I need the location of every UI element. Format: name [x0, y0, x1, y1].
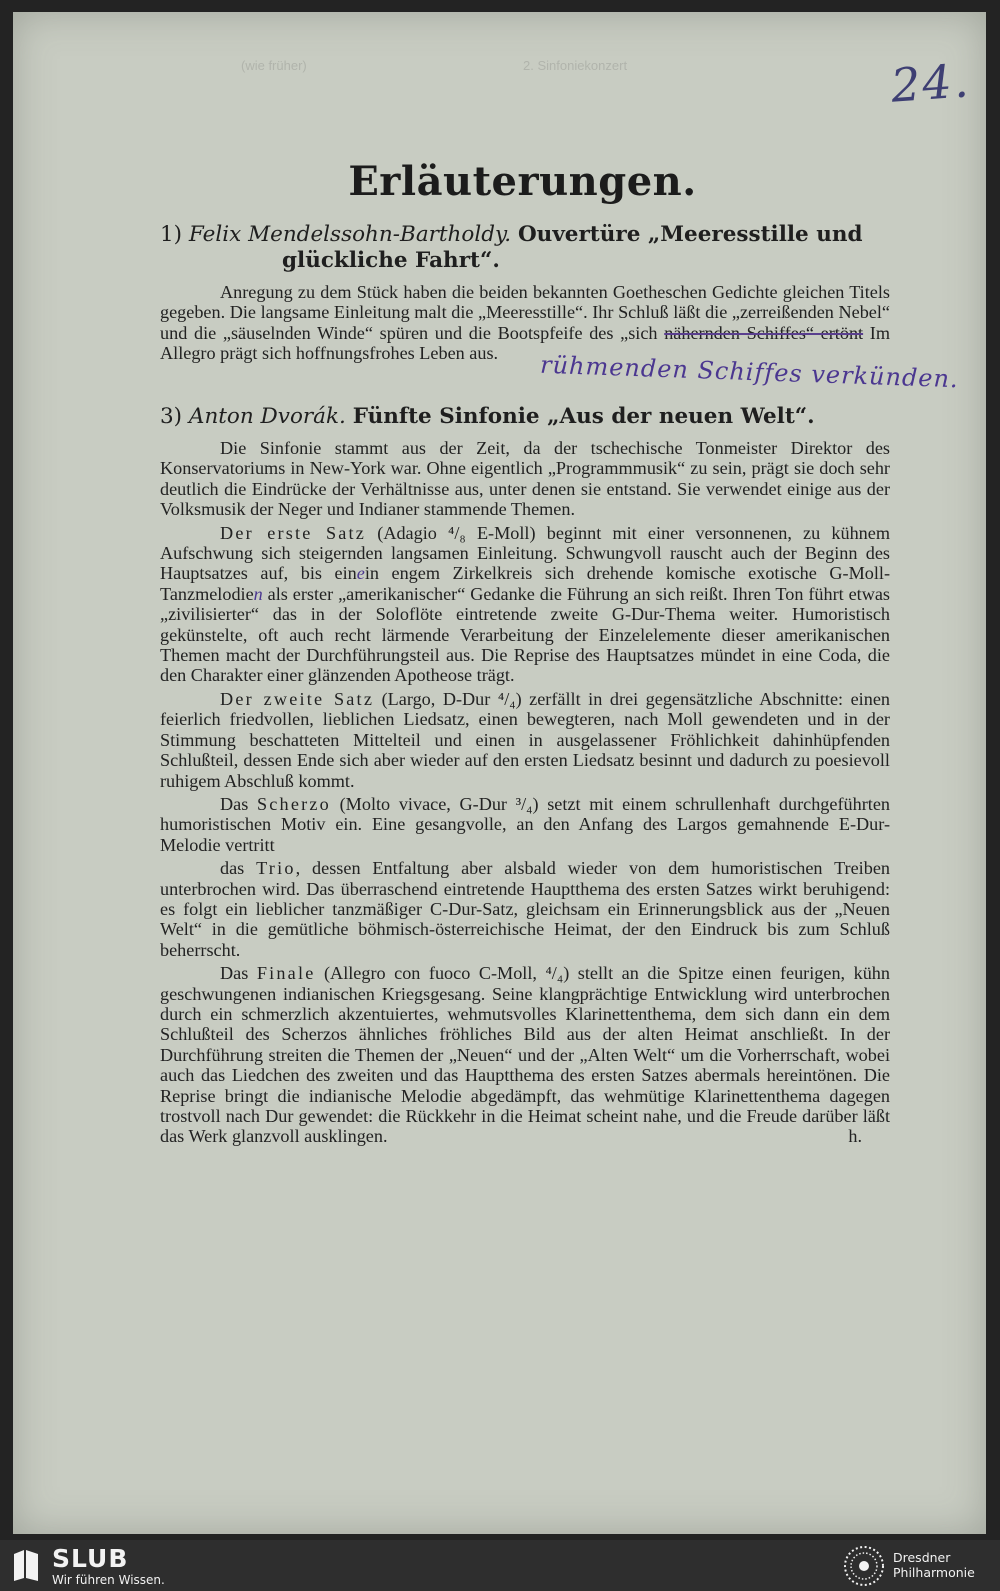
footer-bar	[0, 1540, 1000, 1591]
movement-label: Finale	[256, 963, 316, 984]
faint-show-through-text: 2. Sinfoniekonzert	[523, 58, 628, 73]
movement-label: Scherzo	[256, 793, 331, 814]
section-dvorak	[160, 404, 890, 1150]
text-run: , dessen Entfaltung aber alsbald wieder von dem humoristischen Treiben unterbrochen wird. Das überraschend eintretende Hauptthema des ersten Satzes wirkt beruhigend: es folgt ein lieblicher tanzmäßiger C-Dur-Satz, gleichsam ein Erinnerungsblick aus der „Neuen Welt“ in die gemütliche böhmisch-österreichische Heimat, der den Eindruck bis zum Schluß beherrscht.	[160, 858, 890, 960]
logo-line: Philharmonie	[893, 1565, 975, 1580]
faint-show-through-text: (wie früher)	[241, 58, 307, 73]
paragraph	[160, 282, 890, 364]
text-run: (Molto vivace, G-Dur ³/₄) setzt mit einem schrullenhaft durchgeführten humoristischen Motiv ein. Eine gesangvolle, an den Anfang des Largos gemahnende E-Dur-Melodie vertritt	[160, 793, 890, 855]
logo-line: Dresdner	[893, 1550, 951, 1565]
paragraph	[160, 858, 890, 960]
movement-label: Der erste Satz	[220, 522, 367, 543]
philharmonie-logo-text[interactable]	[893, 1550, 993, 1580]
movement-label: Trio	[256, 858, 296, 879]
paragraph	[160, 794, 890, 855]
text-run: als erster „amerikanischer“ Gedanke die Führung an sich reißt. Ihren Ton führt etwas „zivilisierter“ das in der Soloflöte eintretende zweite G-Dur-Thema weiter. Humoristisch gekünstelte, oft auch recht lärmende Verarbeitung der Einzelelemente dieser amerikanischen Themen macht der Durchführungsteil aus. Die Reprise des Hauptsatzes mündet in eine Coda, die den Charakter einer glänzenden Apotheose trägt.	[160, 583, 890, 686]
handwritten-page-number: 24.	[889, 53, 972, 113]
section-number: 1)	[160, 222, 183, 247]
text-run: Anregung zu dem Stück haben die beiden bekannten Goetheschen Gedichte gleichen Titels gegeben. Die langsame Einleitung malt die „Meeresstille“. Ihr Schluß läßt die „zerreißenden Nebel“ und die „säuselnden Winde“ spüren und die Bootspfeife des „sich	[160, 282, 890, 343]
section-number: 3)	[160, 404, 183, 429]
slub-tagline: Wir führen Wissen.	[52, 1573, 165, 1587]
text-run: das	[220, 858, 257, 879]
work-title: Ouvertüre „Meeresstille und	[517, 222, 863, 247]
text-run: (Largo, D-Dur ⁴/₄) zerfällt in drei gegensätzliche Abschnitte: einen feierlich friedvollen, lieblichen Liedsatz, einen bewegteren, nach Moll gewendeten und in der Stimmung beschatteten Mittelteil und einen in ausgelassener Fröhlichkeit dahinhüpfenden Schlußteil, dessen Ende sich aber wieder auf den ersten Liedsatz besinnt und dadurch zu poesievoll ruhigem Abschluß kommt.	[160, 688, 890, 791]
paragraph: Die Sinfonie stammt aus der Zeit, da der tschechische Tonmeister Direktor des Konservatoriums in New-York war. Ohne eigentlich „Programmmusik“ zu sein, prägt sie doch sehr deutlich die Eindrücke der Verhältnisse aus, unter denen sie entstand. Sie verwendet einige aus der Volksmusik der Neger und Indianer stammende Themen.	[160, 438, 890, 520]
author-initial: h.	[848, 1126, 862, 1147]
section-heading	[160, 404, 890, 430]
slub-logo-text[interactable]: SLUB	[52, 1544, 129, 1573]
paragraph	[160, 963, 890, 1147]
text-run: in engem Zirkelkreis sich drehende komische exotische G-Moll-Tanzmelodie	[160, 563, 890, 604]
paragraph	[160, 689, 890, 791]
section-heading	[160, 222, 890, 274]
handwritten-mark: e	[356, 563, 365, 584]
composer-name: Felix Mendelssohn-Bartholdy.	[188, 222, 512, 247]
text-run: Im Allegro prägt sich hoffnungsfrohes Leben aus.	[160, 322, 890, 364]
text-run: (Adagio ⁴/₈ E-Moll) beginnt mit einer versonnenen, zu kühnem Aufschwung sich steigernden langsamen Einleitung. Schwungvoll rauscht auch der Beginn des Hauptsatzes auf, bis ein	[160, 522, 890, 584]
page-title: Erläuterungen.	[348, 158, 697, 205]
handwritten-correction: rühmenden Schiffes verkünden.	[539, 350, 960, 394]
handwritten-mark: n	[253, 583, 263, 604]
composer-name: Anton Dvorák.	[188, 404, 346, 429]
philharmonie-logo-icon	[842, 1544, 886, 1588]
work-title-continued: glückliche Fahrt“.	[282, 248, 500, 273]
text-run: Das	[220, 963, 257, 984]
struck-through-text: nähernden Schiffes“ ertönt	[664, 322, 864, 343]
movement-label: Der zweite Satz	[220, 688, 375, 709]
text-run: Das	[220, 793, 257, 814]
work-title: Fünfte Sinfonie „Aus der neuen Welt“.	[352, 404, 815, 429]
book-icon	[12, 1548, 40, 1582]
paragraph	[160, 523, 890, 686]
section-mendelssohn	[160, 222, 890, 367]
text-run: (Allegro con fuoco C-Moll, ⁴/₄) stellt an die Spitze einen feurigen, kühn geschwungenen indianischen Kriegsgesang. Seine klangprächtige Entwicklung wird unterbrochen durch ein schmerzlich akzentuiertes, wehmutsvolles Klarinettenthema, dem sich dann ein dem Schlußteil des Scherzos ähnliches fröhliches Bild aus der alten Heimat anschließt. In der Durchführung streiten die Themen der „Neuen“ und der „Alten Welt“ um die Vorherrschaft, wobei auch das Liedchen des zweiten und das Hauptthema des ersten Satzes abermals hereintönen. Die Reprise bringt die indianische Melodie abgedämpft, das wehmütige Klarinettenthema dagegen trostvoll nach Dur gewendet: die Rückkehr in die Heimat scheint nahe, und die Freude darüber läßt das Werk glanzvoll ausklingen.	[160, 963, 890, 1147]
